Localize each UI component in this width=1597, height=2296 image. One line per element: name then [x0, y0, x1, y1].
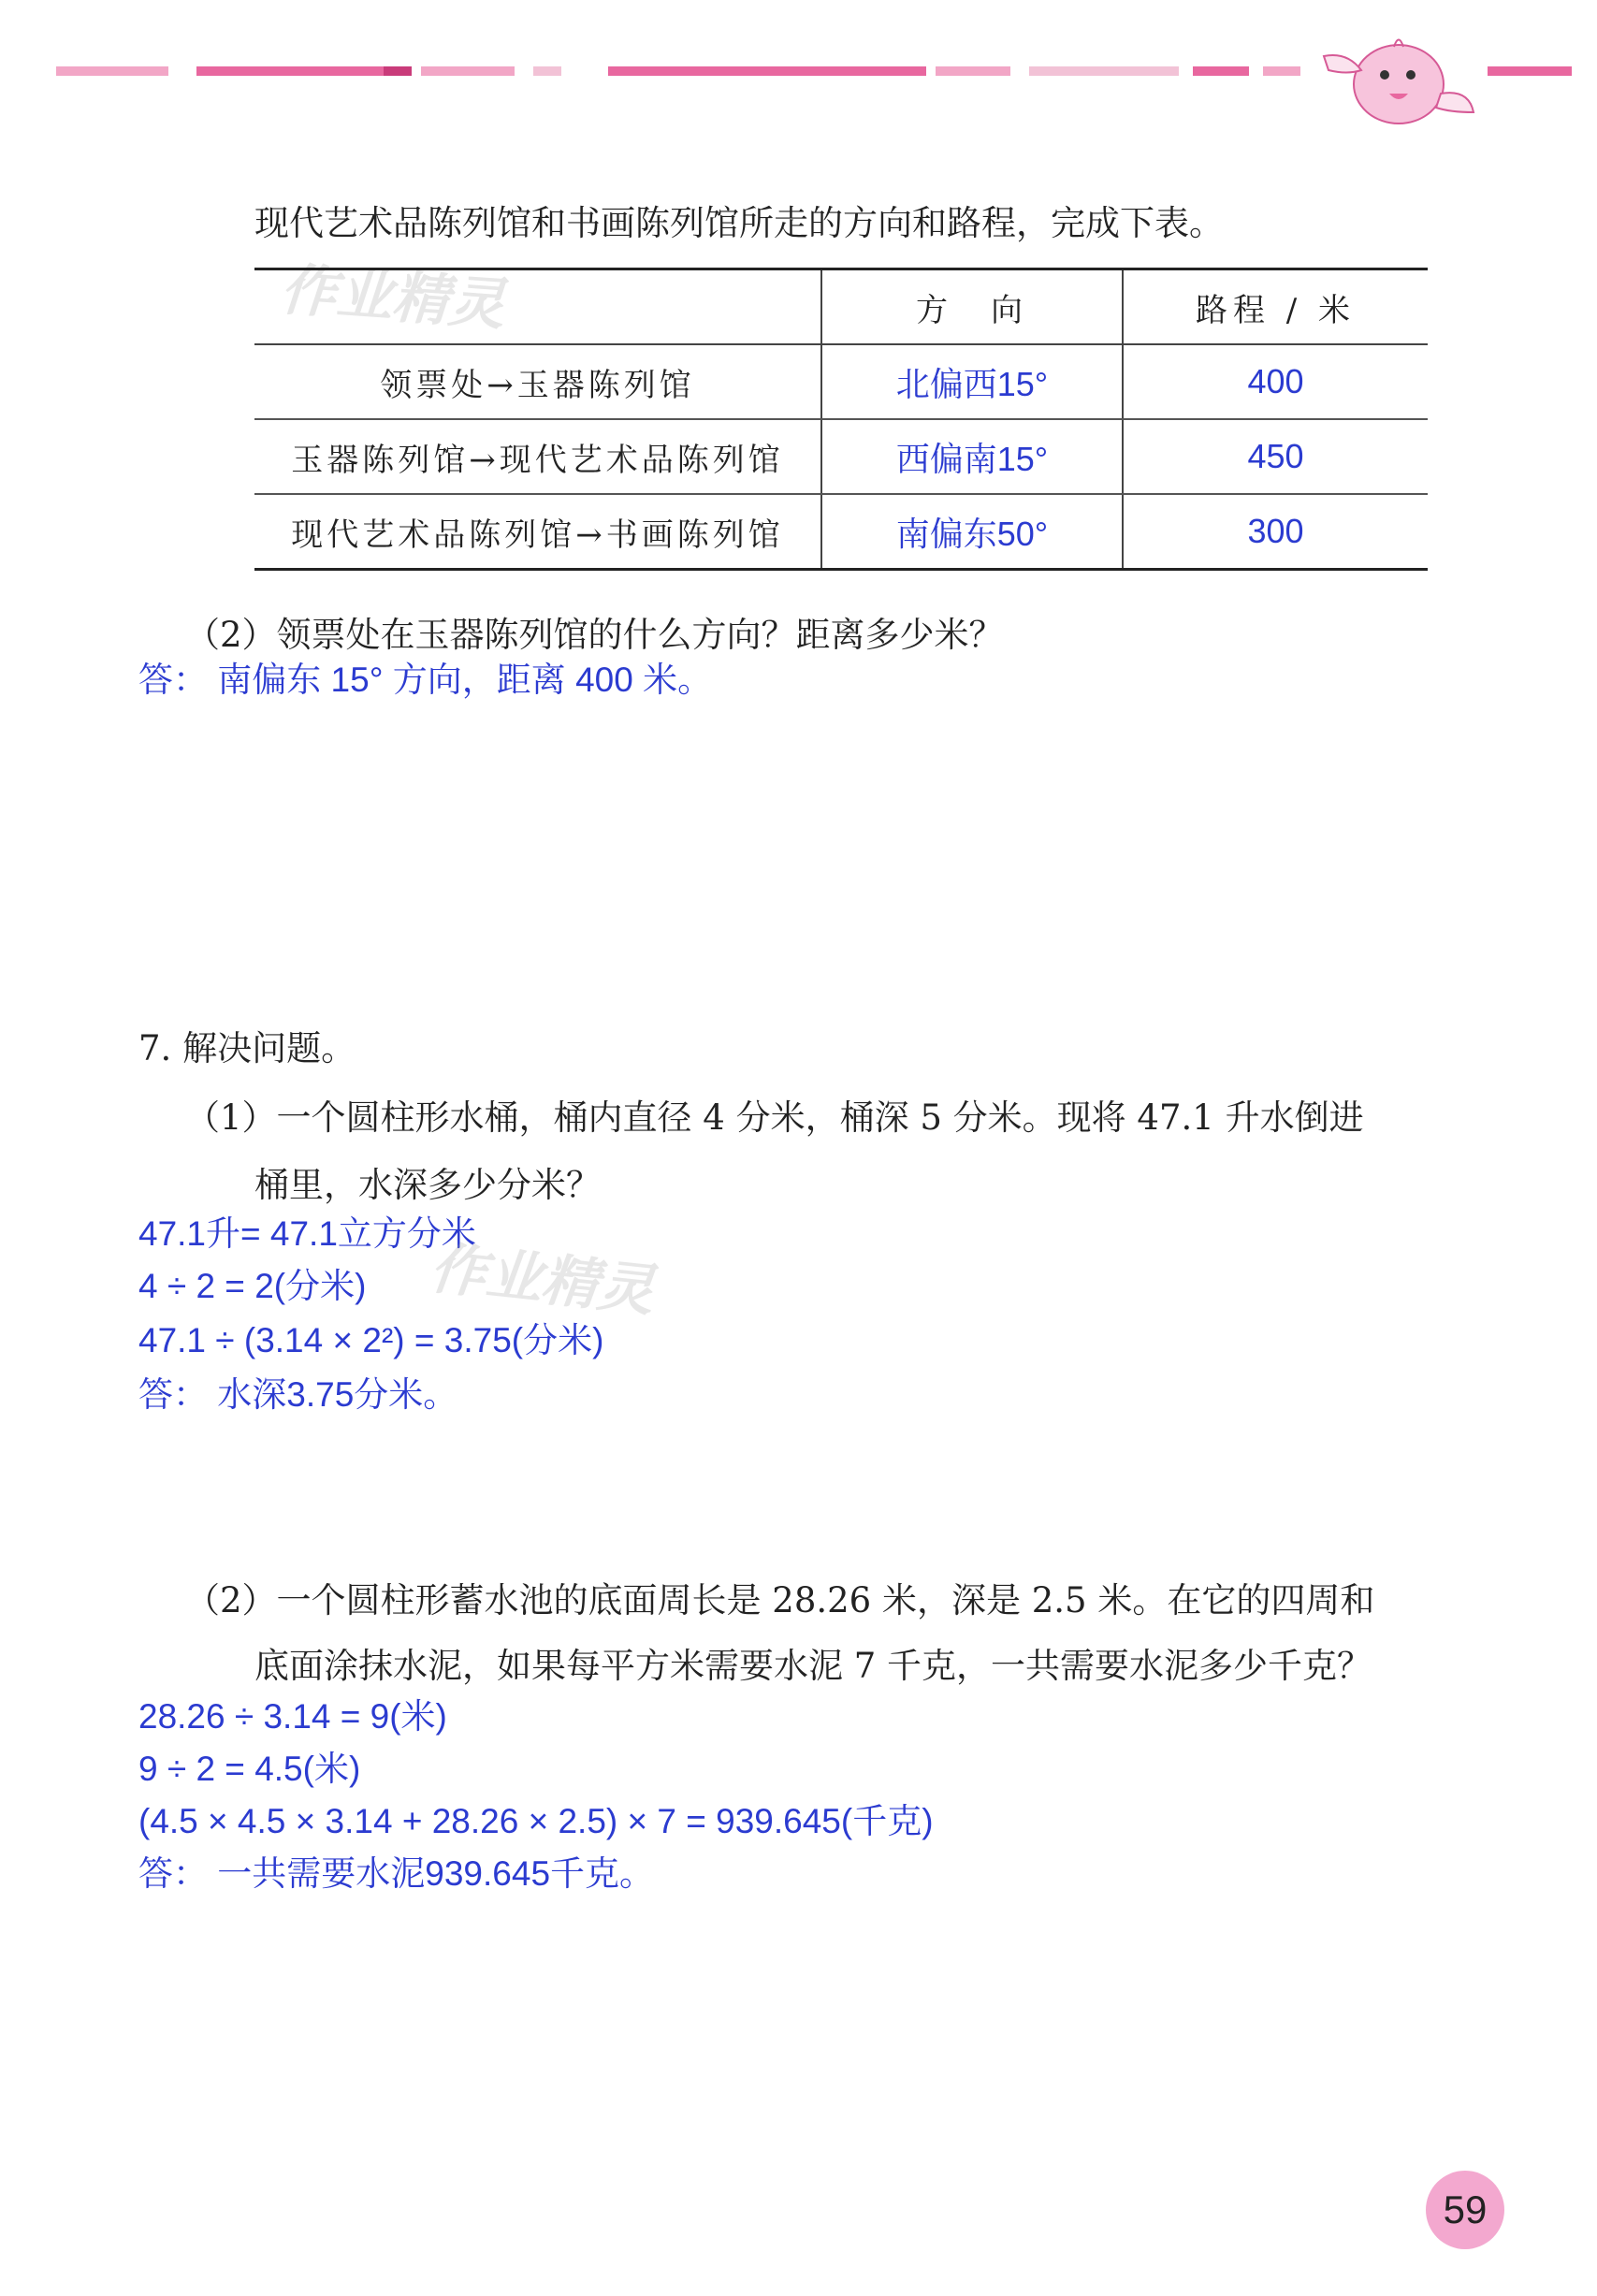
header-distance: 路程 / 米 — [1123, 269, 1428, 345]
q6-2-question: （2）领票处在玉器陈列馆的什么方向？距离多少米？ — [185, 615, 1004, 655]
route-table — [254, 268, 1428, 571]
header-route — [254, 269, 821, 345]
pink-dashed-line — [56, 66, 1319, 76]
q7-1-work-line: 4 ÷ 2 = 2(分米) — [138, 1267, 367, 1305]
table-header-row — [254, 269, 1428, 345]
distance-cell: 450 — [1123, 419, 1428, 494]
route-cell: 现代艺术品陈列馆→书画陈列馆 — [254, 494, 821, 570]
q7-1-work-line: 47.1 ÷ (3.14 × 2²) = 3.75(分米) — [138, 1321, 604, 1359]
q7-1-answer: 答： 水深3.75分米。 — [138, 1375, 458, 1414]
distance-cell: 300 — [1123, 494, 1428, 570]
q7-1-work-line: 47.1升= 47.1立方分米 — [138, 1214, 476, 1253]
route-cell: 领票处→玉器陈列馆 — [254, 344, 821, 419]
direction-cell: 南偏东50° — [821, 494, 1123, 570]
watermark-logo: 作业精灵 — [278, 256, 507, 339]
q7-2-answer: 答： 一共需要水泥939.645千克。 — [138, 1854, 655, 1893]
table-row — [254, 344, 1428, 419]
q7-2-question-line1: （2）一个圆柱形蓄水池的底面周长是 28.26 米，深是 2.5 米。在它的四周和 — [185, 1580, 1375, 1620]
q7-2-work-line: 9 ÷ 2 = 4.5(米) — [138, 1750, 361, 1788]
table-row — [254, 494, 1428, 570]
page-number-badge: 59 — [1426, 2171, 1504, 2249]
q7-1-question-line1: （1）一个圆柱形水桶，桶内直径 4 分米，桶深 5 分米。现将 47.1 升水倒进 — [185, 1097, 1364, 1138]
intro-text: 现代艺术品陈列馆和书画陈列馆所走的方向和路程，完成下表。 — [254, 203, 1224, 243]
table-row — [254, 419, 1428, 494]
header-decoration-bar — [56, 62, 1319, 71]
bird-icon — [1310, 19, 1478, 140]
header-decoration-bar-right — [1488, 62, 1572, 71]
q7-2-work-line: (4.5 × 4.5 × 3.14 + 28.26 × 2.5) × 7 = 939.645(千克) — [138, 1802, 934, 1840]
direction-cell: 西偏南15° — [821, 419, 1123, 494]
distance-cell: 400 — [1123, 344, 1428, 419]
direction-cell: 北偏西15° — [821, 344, 1123, 419]
header-direction: 方 向 — [821, 269, 1123, 345]
q7-title: 7. 解决问题。 — [138, 1028, 356, 1068]
q7-2-work-line: 28.26 ÷ 3.14 = 9(米) — [138, 1697, 447, 1736]
q7-1-question-line2: 桶里，水深多少分米？ — [254, 1165, 601, 1205]
q6-2-answer: 答： 南偏东 15° 方向，距离 400 米。 — [138, 661, 713, 699]
route-cell: 玉器陈列馆→现代艺术品陈列馆 — [254, 419, 821, 494]
watermark-logo-2: 作业精灵 — [427, 1235, 658, 1325]
q7-2-question-line2: 底面涂抹水泥，如果每平方米需要水泥 7 千克，一共需要水泥多少千克？ — [254, 1646, 1372, 1686]
